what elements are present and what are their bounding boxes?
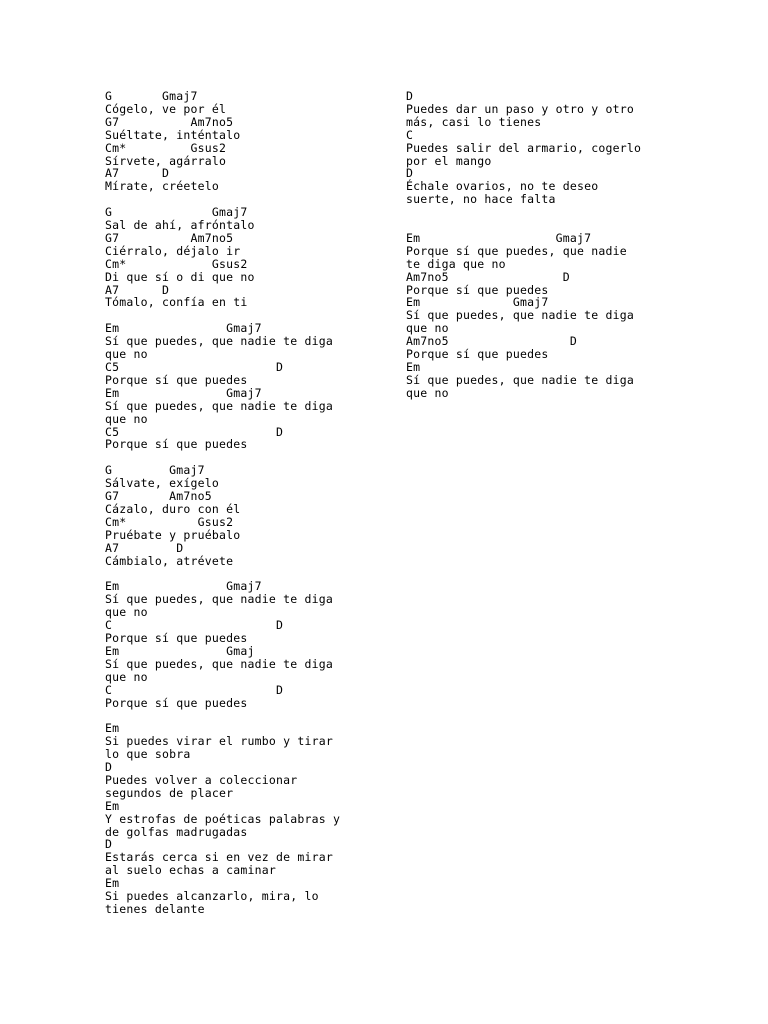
chord-line: Em Gmaj7 <box>105 579 262 594</box>
chord-line: G7 Am7no5 <box>105 489 212 504</box>
lyric-line: Si puedes alcanzarlo, mira, lo <box>105 889 319 904</box>
lyric-line: Sí que puedes, que nadie te diga <box>105 334 333 349</box>
lyric-line: Puedes salir del armario, cogerlo <box>406 140 642 155</box>
lyric-line: Porque sí que puedes <box>105 437 248 452</box>
chord-line: G Gmaj7 <box>105 463 205 478</box>
lyric-line: te diga que no <box>406 256 506 271</box>
lyric-line: Sí que puedes, que nadie te diga <box>105 398 333 413</box>
chord-line: A7 D <box>105 166 170 181</box>
chord-line: Em <box>406 360 421 374</box>
chord-line: G7 Am7no5 <box>105 114 234 129</box>
lyric-line: Puedes volver a coleccionar <box>105 772 298 787</box>
lyric-line: Sí que puedes, que nadie te diga <box>406 372 634 387</box>
chord-line: Am7no5 D <box>406 334 577 349</box>
lyric-line: que no <box>105 669 148 684</box>
blank-line <box>406 219 706 232</box>
lyric-line: Porque sí que puedes <box>406 282 549 297</box>
chord-line: Am7no5 D <box>406 269 570 284</box>
chord-line: C5 D <box>105 360 284 374</box>
lyric-line: Pruébate y pruébalo <box>105 527 241 542</box>
chord-line: Cm* Gsus2 <box>105 514 234 529</box>
lyric-line: suerte, no hace falta <box>406 192 556 207</box>
lyric-line: Y estrofas de poéticas palabras y <box>105 811 341 826</box>
blank-line <box>406 206 706 219</box>
lyric-line: que no <box>406 385 449 400</box>
right-column <box>406 90 706 400</box>
lyric-line: Porque sí que puedes <box>105 631 248 645</box>
lyric-line: Sí que puedes, que nadie te diga <box>105 592 333 607</box>
lyric-line: Puedes dar un paso y otro y otro <box>406 101 634 116</box>
chord-line: Cm* Gsus2 <box>105 140 227 155</box>
lyric-line: que no <box>105 605 148 620</box>
lyric-line: Di que sí o di que no <box>105 269 255 284</box>
lyric-line: Suéltate, inténtalo <box>105 127 241 142</box>
chord-line: Em <box>105 798 120 813</box>
chord-line: C5 D <box>105 424 284 439</box>
chord-line: A7 D <box>105 282 170 297</box>
chord-line: C D <box>105 682 284 697</box>
chord-line: D <box>105 837 113 852</box>
lyric-line: tienes delante <box>105 902 205 917</box>
chord-line: Em Gmaj <box>105 643 255 658</box>
chord-line: G7 Am7no5 <box>105 230 234 245</box>
chord-line: Em Gmaj7 <box>105 321 262 336</box>
chord-line: Em Gmaj7 <box>105 385 262 400</box>
chord-line: A7 D <box>105 540 184 555</box>
lyric-line: Cázalo, duro con él <box>105 501 241 516</box>
chord-line: C D <box>105 618 284 633</box>
lyric-line: que no <box>105 411 148 426</box>
lyric-line: por el mango <box>406 153 492 168</box>
lyric-line: Porque sí que puedes <box>406 347 549 362</box>
chord-line: Cm* Gsus2 <box>105 256 248 271</box>
lyric-line: Sírvete, agárralo <box>105 153 227 168</box>
chord-line: D <box>406 89 414 103</box>
lyric-line: Porque sí que puedes <box>105 372 248 387</box>
lyric-line: Si puedes virar el rumbo y tirar <box>105 734 333 749</box>
chord-line: G Gmaj7 <box>105 205 248 220</box>
lyric-line: que no <box>406 321 449 336</box>
lyric-line: Mírate, créetelo <box>105 179 219 194</box>
lyric-line: Estarás cerca si en vez de mirar <box>105 850 333 865</box>
lyric-line: segundos de placer <box>105 785 234 800</box>
chord-line: D <box>406 166 414 181</box>
lyric-line: Porque sí que puedes <box>105 695 248 710</box>
left-column <box>105 90 405 916</box>
chord-line: Em <box>105 876 120 891</box>
lyric-line: Tómalo, confía en ti <box>105 295 248 310</box>
lyric-line: de golfas madrugadas <box>105 824 248 839</box>
lyric-line: Sálvate, exígelo <box>105 476 219 491</box>
chord-line: D <box>105 760 113 775</box>
chord-line: C <box>406 127 414 142</box>
chord-line: Em Gmaj7 <box>406 295 549 310</box>
lyric-line: al suelo echas a caminar <box>105 863 276 878</box>
blank-line <box>105 709 405 722</box>
lyric-line: Échale ovarios, no te deseo <box>406 179 599 194</box>
lyric-line: lo que sobra <box>105 747 191 762</box>
chord-line: Em <box>105 721 120 736</box>
chord-line: G Gmaj7 <box>105 89 198 103</box>
lyric-line: Sí que puedes, que nadie te diga <box>105 656 333 671</box>
lyric-line: Porque sí que puedes, que nadie <box>406 243 627 258</box>
lyric-line: que no <box>105 347 148 362</box>
lyric-line: Cámbialo, atrévete <box>105 553 234 568</box>
lyric-line: más, casi lo tienes <box>406 114 542 129</box>
chord-line: Em Gmaj7 <box>406 230 592 245</box>
lyric-line: Cógelo, ve por él <box>105 101 227 116</box>
lyric-line: Sí que puedes, que nadie te diga <box>406 308 634 323</box>
lyric-line: Sal de ahí, afróntalo <box>105 218 255 233</box>
lyric-line: Ciérralo, déjalo ir <box>105 243 241 258</box>
